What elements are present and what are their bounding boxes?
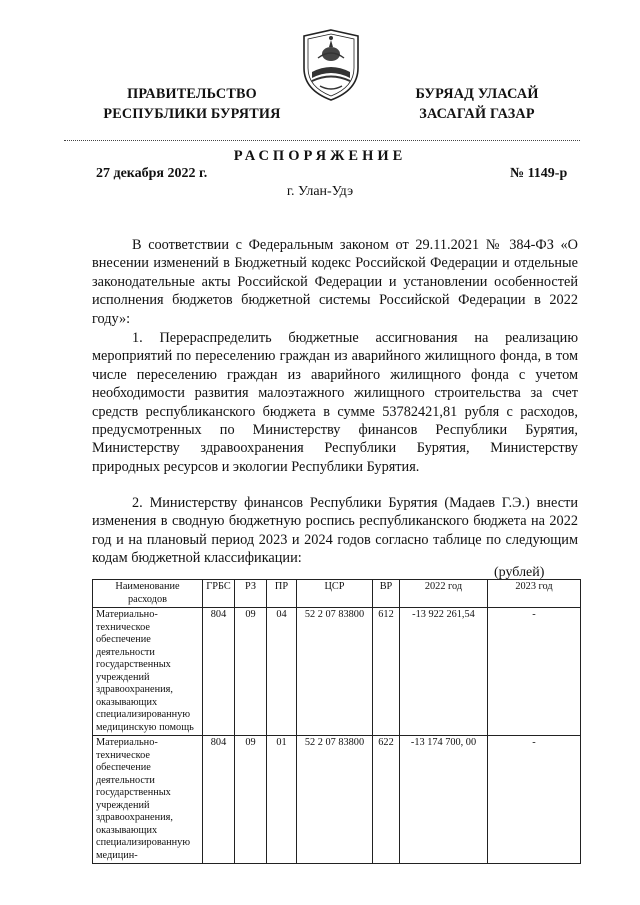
table-cell-name: Материально-техническое обеспечение деятельности государственных учреждений здравоохранения, оказывающих специализированную медицинскую помощь bbox=[93, 608, 203, 736]
government-name-russian bbox=[92, 84, 292, 124]
table-cell-vr: 622 bbox=[373, 736, 400, 864]
table-header-cell: РЗ bbox=[235, 580, 267, 608]
document-city: г. Улан-Удэ bbox=[286, 184, 354, 199]
table-cell-grbs: 804 bbox=[203, 736, 235, 864]
table-row bbox=[93, 608, 581, 736]
table-header-row bbox=[93, 580, 581, 608]
table-cell-2022: -13 174 700, 00 bbox=[400, 736, 488, 864]
document-number: № 1149-р bbox=[510, 166, 568, 181]
coat-of-arms-icon bbox=[300, 28, 362, 102]
document-title: РАСПОРЯЖЕНИЕ bbox=[233, 148, 407, 164]
paragraph-preamble-text: В соответствии с Федеральным законом от 29.11.2021 № 384-ФЗ «О внесении изменений в Бюджетный кодекс Российской Федерации и отдельные законодательные акты Российской Федерации и установлении особенностей исполнения бюджетов бюджетной системы Российской Федерации в 2022 году»: bbox=[92, 237, 578, 327]
table-cell-2023: - bbox=[488, 608, 581, 736]
table-cell-vr: 612 bbox=[373, 608, 400, 736]
header-left-line2: РЕСПУБЛИКИ БУРЯТИЯ bbox=[103, 106, 281, 122]
paragraph-item-2-text: 2. Министерству финансов Республики Бурятия (Мадаев Г.Э.) внести изменения в сводную бюджетную роспись республиканского бюджета на 2022 год и на плановый период 2023 и 2024 годов согласно таблице по следующим кодам бюджетной классификации: bbox=[92, 495, 578, 567]
table-cell-rz: 09 bbox=[235, 608, 267, 736]
header-divider bbox=[64, 140, 580, 141]
budget-table bbox=[92, 579, 581, 864]
table-header-cell: 2023 год bbox=[488, 580, 581, 608]
table-header-cell: ПР bbox=[267, 580, 297, 608]
table-units: (рублей) bbox=[494, 565, 545, 580]
table-row bbox=[93, 736, 581, 864]
paragraph-item-1 bbox=[92, 329, 578, 476]
table-cell-csr: 52 2 07 83800 bbox=[297, 736, 373, 864]
table-cell-rz: 09 bbox=[235, 736, 267, 864]
table-cell-2023: - bbox=[488, 736, 581, 864]
table-cell-pr: 04 bbox=[267, 608, 297, 736]
table-header-cell: ЦСР bbox=[297, 580, 373, 608]
table-cell-grbs: 804 bbox=[203, 608, 235, 736]
table-header-cell: ВР bbox=[373, 580, 400, 608]
header-left-line1: ПРАВИТЕЛЬСТВО bbox=[127, 86, 257, 102]
table-cell-name: Материально-техническое обеспечение деятельности государственных учреждений здравоохранения, оказывающих специализированную медицин- bbox=[93, 736, 203, 864]
table-cell-2022: -13 922 261,54 bbox=[400, 608, 488, 736]
header-right-line2: ЗАСАГАЙ ГАЗАР bbox=[419, 106, 535, 122]
paragraph-item-1-text: 1. Перераспределить бюджетные ассигнования на реализацию мероприятий по переселению граждан из аварийного жилищного фонда, в том числе переселению граждан из аварийного жилищного фонда с учетом необходимости развития малоэтажного жилищного строительства за счет средств республиканского бюджета в сумме 53782421,81 рубля с расходов, предусмотренных по Министерству финансов Республики Бурятия, Министерству здравоохранения Республики Бурятия, Министерству природных ресурсов и экологии Республики Бурятия. bbox=[92, 330, 578, 475]
table-header-cell: Наименование расходов bbox=[93, 580, 203, 608]
table-header-cell: ГРБС bbox=[203, 580, 235, 608]
paragraph-item-2 bbox=[92, 494, 578, 568]
table-cell-pr: 01 bbox=[267, 736, 297, 864]
table-header-cell: 2022 год bbox=[400, 580, 488, 608]
header-right-line1: БУРЯАД УЛАСАЙ bbox=[415, 86, 539, 102]
paragraph-preamble bbox=[92, 236, 578, 328]
document-date: 27 декабря 2022 г. bbox=[96, 166, 208, 181]
government-name-buryat bbox=[392, 84, 562, 124]
table-cell-csr: 52 2 07 83800 bbox=[297, 608, 373, 736]
